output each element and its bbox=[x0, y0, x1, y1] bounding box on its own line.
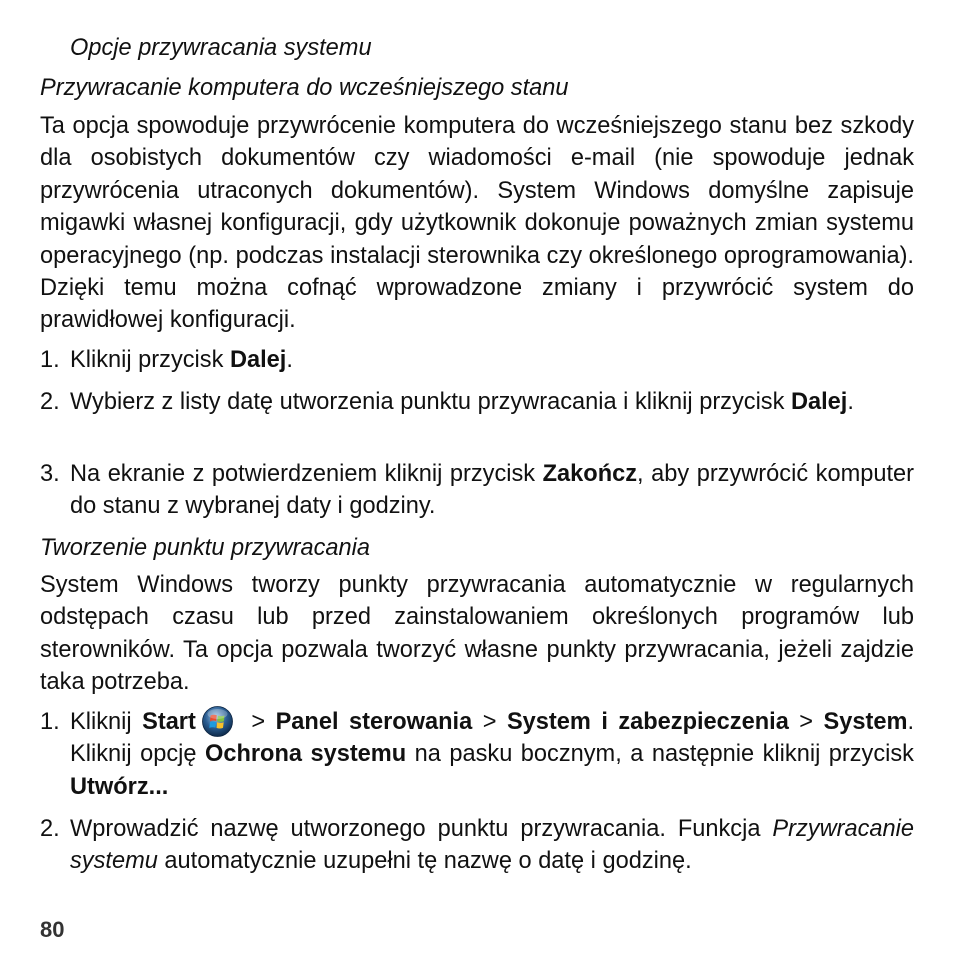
przywracanie-systemu-label: Przywracanie systemu bbox=[70, 816, 914, 875]
section-title: Opcje przywracania systemu bbox=[70, 35, 372, 61]
step-number: 1. bbox=[40, 347, 60, 373]
subsection-heading-create: Tworzenie punktu przywracania bbox=[40, 535, 371, 561]
step-text: Wprowadzić nazwę utworzonego punktu przywracania. Funkcja Przywracanie systemu automatycznie uzupełni tę nazwę o datę i godzinę. bbox=[70, 816, 914, 875]
system-label: System bbox=[823, 709, 908, 735]
step-number: 2. bbox=[40, 389, 60, 415]
step-number: 3. bbox=[40, 461, 60, 487]
step-text: Na ekranie z potwierdzeniem kliknij przycisk Zakończ, aby przywrócić komputer do stanu z wybranej daty i godziny. bbox=[70, 461, 914, 520]
panel-sterowania-label: Panel sterowania bbox=[275, 709, 473, 735]
dalej-label: Dalej bbox=[229, 347, 287, 373]
step-number: 2. bbox=[40, 816, 60, 842]
create-paragraph: System Windows tworzy punkty przywracania automatycznie w regularnych odstępach czasu lub przed zainstalowaniem określonych programów lub sterowników. Ta opcja pozwala tworzyć własne punkty przywracania, jeżeli zajdzie taka potrzeba. bbox=[40, 572, 914, 696]
zakoncz-label: Zakończ bbox=[542, 461, 638, 487]
system-zabezpieczenia-label: System i zabezpieczenia bbox=[506, 709, 789, 735]
step-number: 1. bbox=[40, 709, 60, 735]
restore-paragraph: Ta opcja spowoduje przywrócenie komputera do wcześniejszego stanu bez szkody dla osobistych dokumentów czy wiadomości e-mail (nie spowoduje jednak przywrócenia utraconych dokumentów). System Windows domyślne zapisuje migawki własnej konfiguracji, gdy użytkownik dokonuje poważnych zmian systemu operacyjnego (np. podczas instalacji sterownika czy określonego oprogramowania). Dzięki temu można cofnąć wprowadzone zmiany i przywrócić system do prawidłowej konfiguracji. bbox=[40, 113, 914, 334]
step-text: Wybierz z listy datę utworzenia punktu przywracania i kliknij przycisk Dalej. bbox=[70, 389, 854, 415]
subsection-heading-restore: Przywracanie komputera do wcześniejszego stanu bbox=[40, 75, 569, 101]
utworz-label: Utwórz... bbox=[70, 773, 169, 800]
start-label: Start bbox=[142, 709, 196, 735]
step-text: Kliknij Start > Panel sterowania > System i zabezpieczenia > System. Kliknij opcję Ochrona systemu na pasku bocznym, a następnie kliknij przycisk Utwórz... bbox=[70, 706, 914, 803]
step-text: Kliknij przycisk Dalej. bbox=[70, 347, 293, 373]
dalej-label: Dalej bbox=[790, 389, 848, 415]
page-number: 80 bbox=[40, 917, 65, 942]
ochrona-systemu-label: Ochrona systemu bbox=[204, 741, 407, 768]
windows-start-orb-icon bbox=[202, 706, 233, 737]
